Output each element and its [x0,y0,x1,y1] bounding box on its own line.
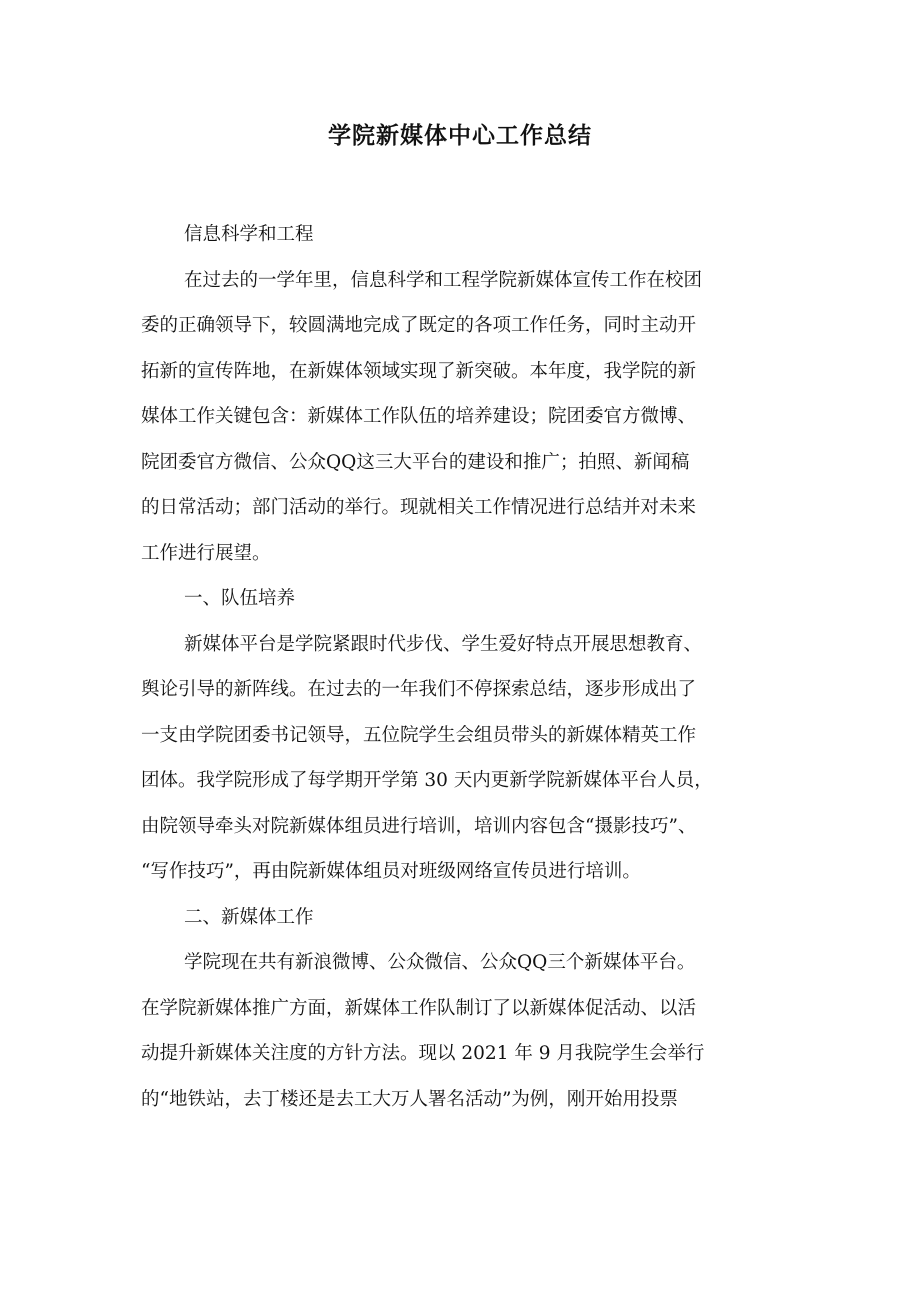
document-title: 学院新媒体中心工作总结 [328,122,592,149]
document-body [141,212,801,1122]
paragraph-line: 舆论引导的新阵线。在过去的一年我们不停探索总结，逐步形成出了 [141,679,697,700]
paragraph-line: 由院领导牵头对院新媒体组员进行培训，培训内容包含“摄影技巧”、 [141,815,697,837]
paragraph-line: 学院现在共有新浪微博、公众微信、公众QQ三个新媒体平台。 [184,952,696,973]
paragraph-line: 拓新的宣传阵地，在新媒体领域实现了新突破。本年度，我学院的新 [141,360,697,382]
paragraph-line: 在学院新媒体推广方面，新媒体工作队制订了以新媒体促活动、以活 [141,997,697,1019]
paragraph-line: 的“地铁站，去丁楼还是去工大万人署名活动”为例，刚开始用投票 [141,1088,678,1110]
paragraph-line: 团体。我学院形成了每学期开学第 30 天内更新学院新媒体平台人员， [141,770,713,791]
paragraph-line: 一支由学院团委书记领导，五位院学生会组员带头的新媒体精英工作 [141,724,697,746]
paragraph-line: 在过去的一学年里，信息科学和工程学院新媒体宣传工作在校团 [184,269,703,291]
section-heading: 二、新媒体工作 [184,906,314,928]
section-heading: 一、队伍培养 [184,588,296,609]
paragraph-line: 新媒体平台是学院紧跟时代步伐、学生爱好特点开展思想教育、 [184,633,703,655]
paragraph-line: 工作进行展望。 [141,542,271,564]
paragraph-line: 媒体工作关键包含：新媒体工作队伍的培养建设；院团委官方微博、 [141,406,697,427]
paragraph-line: 动提升新媒体关注度的方针方法。现以 2021 年 9 月我院学生会举行 [141,1043,705,1064]
paragraph-line: 信息科学和工程 [184,224,314,245]
paragraph-line: “写作技巧”，再由院新媒体组员对班级网络宣传员进行培训。 [141,861,641,882]
paragraph-line: 的日常活动；部门活动的举行。现就相关工作情况进行总结并对未来 [141,497,697,518]
paragraph-line: 院团委官方微信、公众QQ这三大平台的建设和推广；拍照、新闻稿 [141,451,690,473]
paragraph-line: 委的正确领导下，较圆满地完成了既定的各项工作任务，同时主动开 [141,315,697,336]
